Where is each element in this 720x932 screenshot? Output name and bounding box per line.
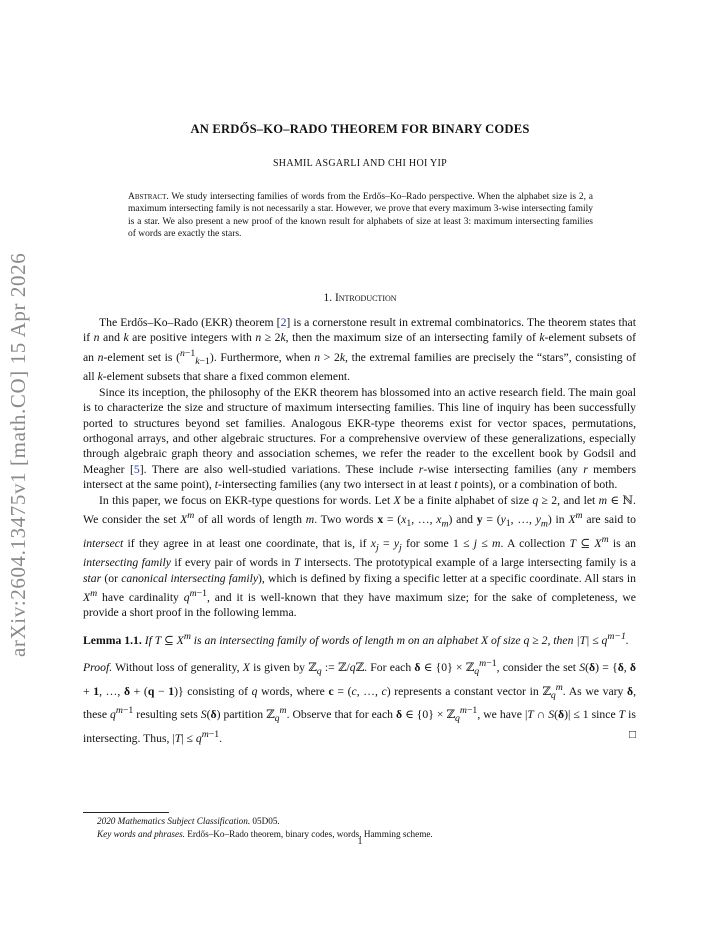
footnote-rule <box>83 812 169 813</box>
paper-title: AN ERDŐS–KO–RADO THEOREM FOR BINARY CODES <box>190 122 530 136</box>
paragraph: The Erdős–Ko–Rado (EKR) theorem [2] is a cornerstone result in extremal combinatorics. The theorem states that if n and k are positive integers with n ≥ 2k, then the maximum size of an intersecting family of k-element subsets of an n-element set is ($^{n-1}_{k-1}$). Furthermore, when n > 2k, the extremal families are precisely the “stars”, consisting of all k-element subsets that share a fixed common element. <box>83 316 637 384</box>
section-heading: 1. Introduction <box>323 292 397 304</box>
page-number: 1 <box>357 837 363 847</box>
abstract-text: We study intersecting families of words from the Erdős–Ko–Rado perspective. When the alphabet size is 2, a maximum intersecting family is not necessarily a star. However, we prove that every maximum 3-wise intersecting family is a star. We also present a new proof of the known result for alphabets of size at least 3: maximum intersecting families of words are exactly the stars. <box>128 192 593 240</box>
lemma: Lemma 1.1. If T ⊆ $X^m$ is an intersecting family of words of length m on an alphabet X of size q ≥ 2, then $|T| \le q^{m-1}$. <box>83 630 629 647</box>
paper-authors: SHAMIL ASGARLI AND CHI HOI YIP <box>272 158 448 169</box>
paragraph: Since its inception, the philosophy of the EKR theorem has blossomed into an active research field. The main goal is to characterize the size and structure of maximum intersecting families. This line of inquiry has been successfully ported to structures beyond set families. Analogous EKR-type theorems exist for vector spaces, permutations, orthogonal arrays, and other algebraic structures. For a comprehensive overview of these generalizations, especially through algebraic graph theory and association schemes, we refer the reader to the excellent book by Godsil and Meagher [5]. There are also well-studied variations. These include r-wise intersecting families (any r members intersect at the same point), t-intersecting families (any two intersect in at least t points), or a combination of both. <box>83 385 636 492</box>
abstract <box>128 191 593 241</box>
footnote-msc: 2020 Mathematics Subject Classification. 05D05. <box>97 816 280 826</box>
paragraph: In this paper, we focus on EKR-type questions for words. Let X be a finite alphabet of size q ≥ 2, and let m ∈ ℕ. We consider the set $X^m$ of all words of length m. Two words $x = (x_1$, …, $x_m$) and $y = (y_1$, …, $y_m$) in $X^m$ are said to intersect if they agree in at least one coordinate, that is, if $x_j = y_j$ for some 1 ≤ j ≤ m. A collection T ⊆ $X^m$ is an intersecting family if every pair of words in T intersects. The prototypical example of a large intersecting family is a star (or canonical intersecting family), which is defined by fixing a specific letter at a specific coordinate. All stars in $X^m$ have cardinality $q^{m-1}$, and it is well-known that they have maximum size; for the sake of completeness, we provide a short proof in the following lemma. <box>83 493 637 620</box>
proof: Proof. Without loss of generality, X is given by ℤ$_q$ := ℤ/qℤ. For each δ ∈ {0} × ℤ$_q^{m-1}$, consider the set S(δ) = {δ, δ + 1, …, δ + (q − 1)} consisting of q words, where c = (c, …, c) represents a constant vector in ℤ$_q^m$. As we vary δ, these $q^{m-1}$ resulting sets S(δ) partition ℤ$_q^m$. Observe that for each δ ∈ {0} × ℤ$_q^{m-1}$, we have |T ∩ S(δ)| ≤ 1 since T is intersecting. Thus, $|T| \le q^{m-1}$. □ <box>83 658 637 745</box>
body-text <box>83 315 636 746</box>
arxiv-stamp: arXiv:2604.13475v1 [math.CO] 15 Apr 2026 <box>6 252 30 657</box>
footnote-keywords: Key words and phrases. Erdős–Ko–Rado theorem, binary codes, words, Hamming scheme. <box>97 829 433 839</box>
abstract-label: Abstract. <box>128 192 169 202</box>
